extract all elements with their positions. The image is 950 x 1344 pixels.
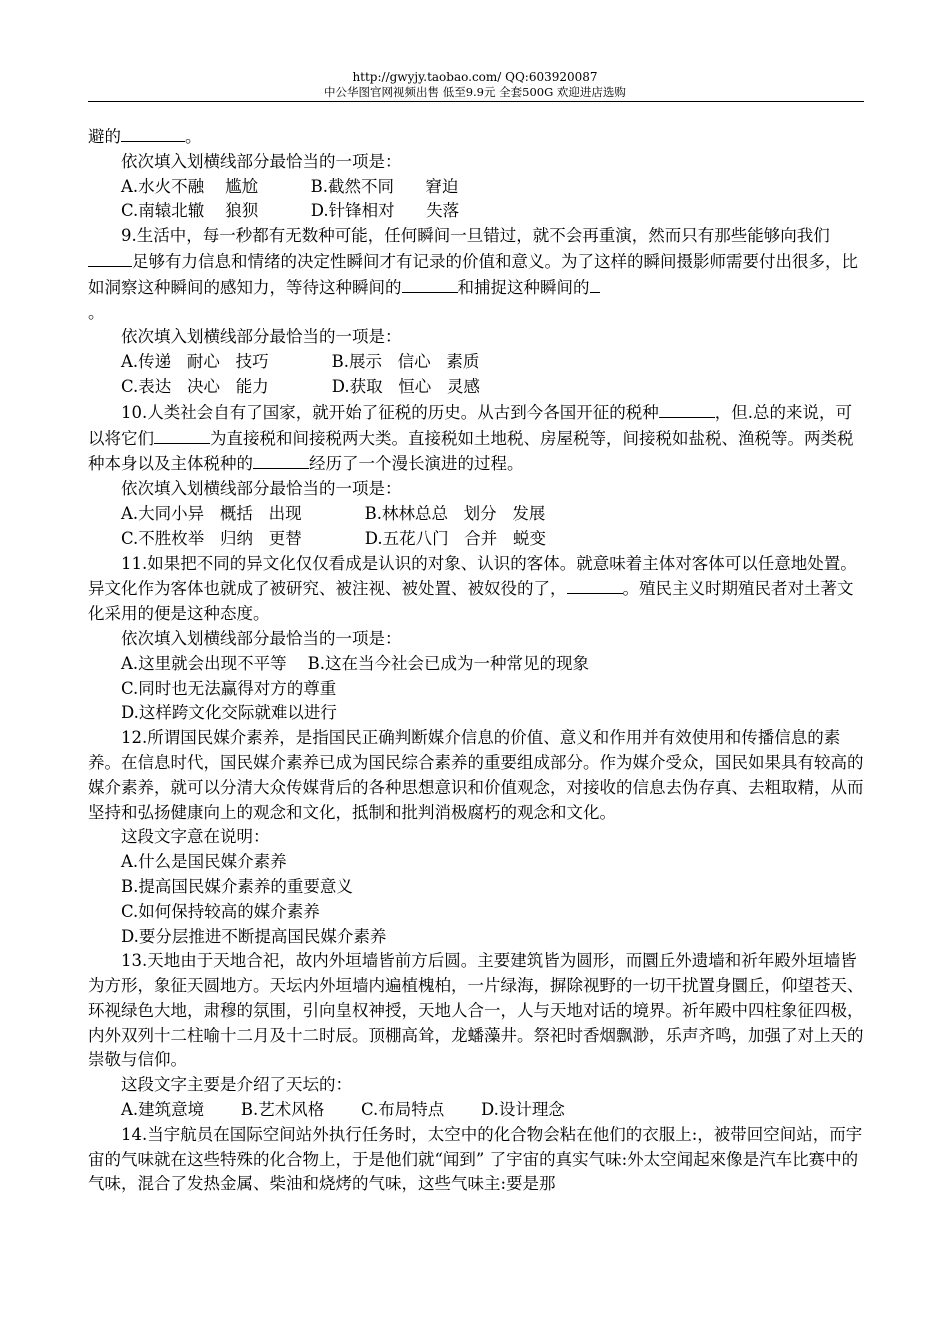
- q13-prompt: 这段文字主要是介绍了天坛的：: [121, 1075, 352, 1095]
- page-header: [0, 70, 950, 100]
- answer-blank: [154, 426, 210, 444]
- q10-options-ab: A.大同小异 概括 出现 B.林林总总 划分 发展: [121, 503, 546, 523]
- q8-prompt: 依次填入划横线部分最恰当的一项是：: [121, 151, 402, 171]
- q9-options-cd: C.表达 决心 能力 D.获取 恒心 灵感: [121, 376, 481, 396]
- q11-option-d: D.这样跨文化交际就难以进行: [121, 703, 337, 723]
- q14-stem: 14.当宇航员在国际空间站外执行任务时，太空中的化合物会粘在他们的衣服上:，被带回空间站，而宇宙的气味就在这些特殊的化合物上，于是他们就“闻到” 了宇宙的真实气味:外太空闻起來像是汽车比赛中的气味，混合了发热金属、柴油和烧烤的气味，这些气味主:要是那: [88, 1124, 863, 1194]
- document-body: [88, 124, 864, 1197]
- header-url-qq: http://gwyjy.taobao.com/ QQ:603920087: [352, 70, 598, 84]
- q8-options-ab: A.水火不融 尴尬 B.截然不同 窘迫: [121, 176, 459, 196]
- header-divider: [88, 101, 864, 102]
- q11-prompt: 依次填入划横线部分最恰当的一项是：: [121, 628, 402, 648]
- q10-prompt: 依次填入划横线部分最恰当的一项是：: [121, 479, 402, 499]
- q12-option-c: C.如何保持较高的媒介素养: [121, 901, 320, 921]
- q12-option-a: A.什么是国民媒介素养: [121, 852, 287, 872]
- answer-blank: [659, 400, 715, 418]
- q12-option-d: D.要分层推进不断提高国民媒介素养: [121, 926, 387, 946]
- q9-prompt: 依次填入划横线部分最恰当的一项是：: [121, 327, 402, 347]
- q10-options-cd: C.不胜枚举 归纳 更替 D.五花八门 合并 蜕变: [121, 528, 547, 548]
- q11-stem: 11.如果把不同的异文化仅仅看成是认识的对象、认识的客体。就意味着主体对客体可以任意地处置。异文化作为客体也就成了被研究、被注视、被处置、被奴役的了， 。殖民主义时期殖民者对土著文化采用的便是这种态度。: [88, 553, 857, 624]
- q13-options: A.建筑意境 B.艺术风格 C.布局特点 D.设计理念: [121, 1100, 565, 1120]
- answer-blank: [590, 275, 600, 293]
- q13-stem: 13.天地由于天地合祀，故内外垣墙皆前方后圆。主要建筑皆为圆形，而圜丘外遗墙和祈年殿外垣墙皆为方形，象征天圆地方。天坛内外垣墙内遍植槐柏，一片绿海，摒除视野的一切干扰置身圜丘，仰望苍天、环视绿色大地，肃穆的氛围，引向皇权神授，天地人合一，人与天地对话的境界。祈年殿中四柱象征四极，内外双列十二柱喻十二月及十二时辰。顶棚高耸，龙蟠藻井。祭祀时香烟飘渺，乐声齐鸣，加强了对上天的崇敬与信仰。: [88, 951, 864, 1070]
- header-ad-text: 中公华图官网视频出售 低至9.9元 全套500G 欢迎进店选购: [324, 85, 626, 99]
- q12-stem: 12.所谓国民媒介素养，是指国民正确判断媒介信息的价值、意义和作用并有效使用和传播信息的素养。在信息时代，国民媒介素养已成为国民综合素养的重要组成部分。作为媒介受众，国民如果具有较高的媒介素养，就可以分清大众传媒背后的各种思想意识和价值观念，对接收的信息去伪存真、去粗取精，从而坚持和弘扬健康向上的观念和文化，抵制和批判消极腐朽的观念和文化。: [88, 728, 864, 822]
- q9-stem: 9.生活中，每一秒都有无数种可能，任何瞬间一旦错过，就不会再重演，然而只有那些能够向我们足够有力信息和情绪的决定性瞬间才有记录的价值和意义。为了这样的瞬间摄影师需要付出很多，比如洞察这种瞬间的感知力，等待这种瞬间的 和捕捉这种瞬间的 。: [88, 226, 858, 322]
- q11-option-ab: A.这里就会出现不平等 B.这在当今社会已成为一种常见的现象: [121, 653, 590, 673]
- answer-blank: [402, 275, 458, 293]
- q10-stem: 10.人类社会自有了国家，就开始了征税的历史。从古到今各国开征的税种 ，但.总的来说，可以将它们 为直接税和间接税两大类。直接税如土地税、房屋税等，间接税如盐税、渔税等。两类税种本身以及主体税种的 经历了一个漫长演进的过程。: [88, 400, 864, 477]
- q12-option-b: B.提高国民媒介素养的重要意义: [121, 876, 353, 896]
- q8-continuation: 避的 。: [88, 124, 864, 150]
- answer-blank: [567, 576, 623, 594]
- answer-blank: [121, 124, 185, 142]
- answer-blank: [88, 249, 132, 267]
- q12-prompt: 这段文字意在说明：: [121, 827, 270, 847]
- q9-options-ab: A.传递 耐心 技巧 B.展示 信心 素质: [121, 352, 480, 372]
- answer-blank: [253, 451, 309, 469]
- q8-options-cd: C.南辕北辙 狼狈 D.针锋相对 失落: [121, 201, 460, 221]
- q11-option-c: C.同时也无法赢得对方的尊重: [121, 678, 337, 698]
